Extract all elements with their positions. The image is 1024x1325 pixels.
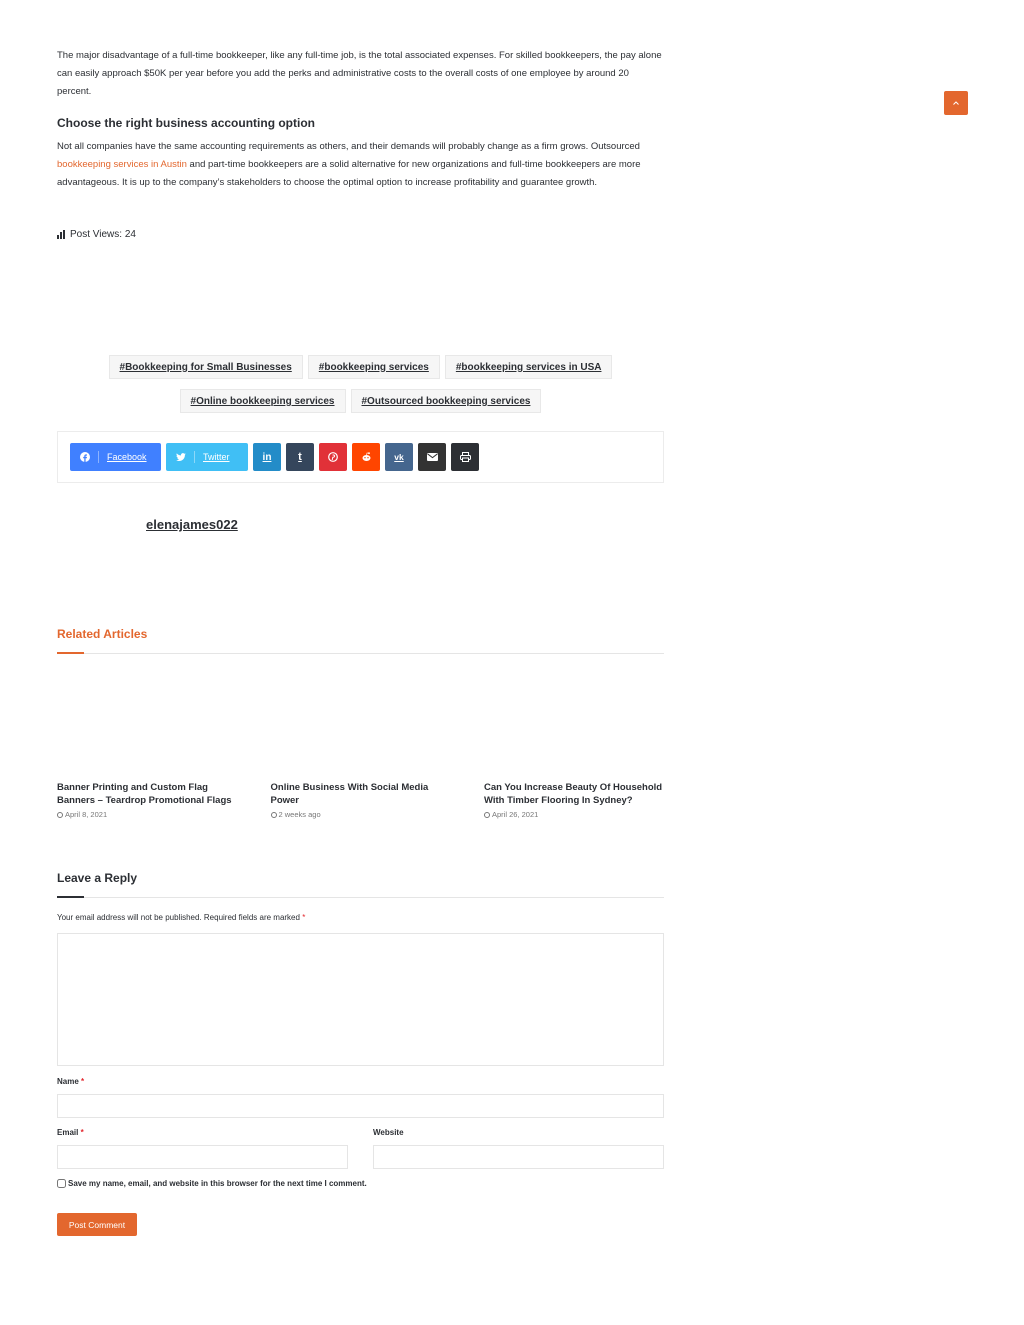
paragraph-text: Not all companies have the same accounting requirements as others, and their demands will probably change as a firm grows. Outsourced — [57, 141, 640, 152]
paragraph-text: and part-time bookkeepers are a solid alternative for new organizations and full-time bookkeepers are more advantageous. It is up to the company’s stakeholders to choose the optimal option to increase profitability and guarantee growth. — [57, 159, 641, 188]
comment-textarea[interactable] — [57, 933, 664, 1066]
related-article-link[interactable] — [57, 781, 237, 807]
related-articles-heading: Related Articles — [57, 627, 148, 641]
back-to-top-button[interactable] — [944, 91, 968, 115]
share-reddit-button[interactable] — [352, 443, 380, 471]
bar-chart-icon — [57, 230, 65, 239]
tag-link[interactable]: #bookkeeping services — [308, 355, 440, 379]
post-views-count: Post Views: 24 — [70, 229, 136, 240]
facebook-icon — [80, 452, 90, 462]
linkedin-icon: in — [262, 451, 272, 463]
article-paragraph — [57, 138, 664, 192]
article-paragraph: The major disadvantage of a full-time bookkeeper, like any full-time job, is the total associated expenses. For skilled bookkeepers, the pay alone can easily approach $50K per year before you add the perks and administrative costs to the overall costs of one employee by around 20 percent. — [57, 50, 662, 97]
consent-text: Save my name, email, and website in this browser for the next time I comment. — [68, 1179, 367, 1188]
related-article — [484, 781, 664, 819]
related-article-link[interactable] — [484, 781, 664, 807]
share-box — [57, 431, 664, 483]
tumblr-icon: t — [298, 451, 302, 463]
website-input[interactable] — [373, 1145, 664, 1169]
date-text: April 26, 2021 — [492, 810, 539, 819]
website-label: Website — [373, 1128, 404, 1137]
chevron-up-icon — [953, 101, 959, 105]
clock-icon — [57, 812, 63, 818]
share-twitter-button[interactable] — [166, 443, 248, 471]
post-views — [57, 229, 136, 240]
related-article-title: Online Business With Social Media Power — [270, 782, 429, 806]
related-article — [57, 781, 237, 819]
print-button[interactable] — [451, 443, 479, 471]
author-name-link[interactable]: elenajames022 — [146, 517, 238, 532]
name-input[interactable] — [57, 1094, 664, 1118]
twitter-icon — [176, 453, 186, 462]
clock-icon — [484, 812, 490, 818]
related-article-date — [484, 810, 664, 819]
comment-notes — [57, 913, 305, 922]
related-article — [271, 781, 451, 819]
share-pinterest-button[interactable] — [319, 443, 347, 471]
date-text: 2 weeks ago — [278, 810, 321, 819]
clock-icon — [271, 812, 277, 818]
tag-link[interactable]: #Bookkeeping for Small Businesses — [109, 355, 303, 379]
printer-icon — [460, 452, 471, 462]
related-article-date — [271, 810, 451, 819]
save-info-consent — [57, 1179, 367, 1188]
save-info-checkbox[interactable] — [57, 1179, 66, 1188]
envelope-icon — [427, 453, 438, 461]
email-input[interactable] — [57, 1145, 348, 1169]
related-article-title: Banner Printing and Custom Flag Banners – Teardrop Promotional Flags — [57, 782, 232, 806]
tag-link[interactable]: #Outsourced bookkeeping services — [351, 389, 542, 413]
leave-reply-heading: Leave a Reply — [57, 871, 138, 885]
related-article-link[interactable] — [271, 781, 451, 807]
vk-icon: vk — [394, 452, 404, 462]
share-vk-button[interactable] — [385, 443, 413, 471]
related-articles-list — [57, 781, 664, 819]
share-facebook-button[interactable] — [70, 443, 161, 471]
name-label: Name * — [57, 1077, 85, 1086]
share-twitter-label: Twitter — [203, 452, 230, 462]
pinterest-icon — [328, 452, 338, 462]
related-article-title: Can You Increase Beauty Of Household With Timber Flooring In Sydney? — [484, 782, 663, 806]
tag-link[interactable]: #bookkeeping services in USA — [445, 355, 613, 379]
comment-notes-text: Your email address will not be published. Required fields are marked — [57, 913, 300, 922]
austin-bookkeeping-link[interactable]: bookkeeping services in Austin — [57, 159, 187, 170]
share-email-button[interactable] — [418, 443, 446, 471]
section-heading: Choose the right business accounting option — [57, 116, 316, 130]
post-tags — [57, 355, 664, 413]
date-text: April 8, 2021 — [65, 810, 108, 819]
share-tumblr-button[interactable] — [286, 443, 314, 471]
reddit-icon — [361, 452, 372, 462]
share-linkedin-button[interactable] — [253, 443, 281, 471]
divider — [57, 897, 664, 898]
share-facebook-label: Facebook — [107, 452, 147, 462]
post-comment-button[interactable]: Post Comment — [57, 1213, 137, 1236]
email-label: Email * — [57, 1128, 84, 1137]
related-article-date — [57, 810, 237, 819]
divider — [57, 653, 664, 654]
tag-link[interactable]: #Online bookkeeping services — [180, 389, 346, 413]
required-mark: * — [302, 913, 306, 922]
